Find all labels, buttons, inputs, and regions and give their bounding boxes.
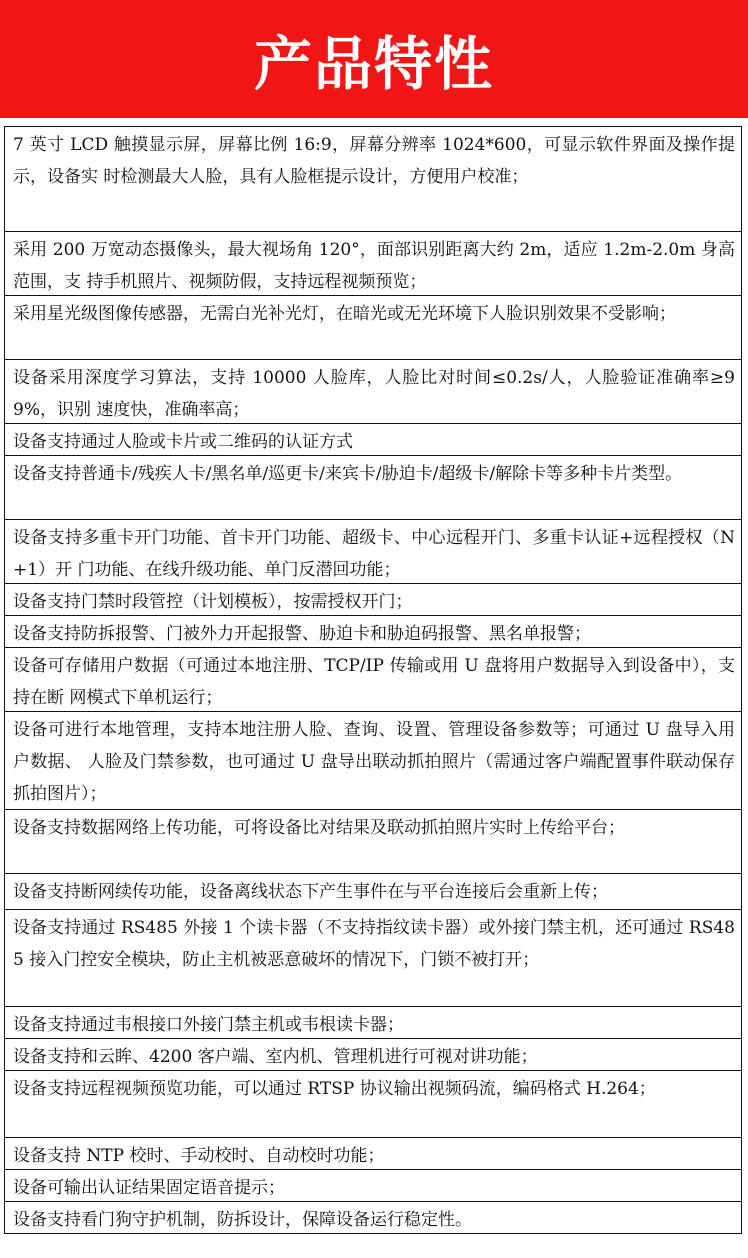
feature-row: 设备支持防拆报警、门被外力开起报警、胁迫卡和胁迫码报警、黑名单报警； [4, 616, 742, 648]
feature-row: 采用星光级图像传感器，无需白光补光灯，在暗光或无光环境下人脸识别效果不受影响； [4, 296, 742, 360]
feature-list [4, 126, 742, 1234]
feature-row: 设备支持断网续传功能，设备离线状态下产生事件在与平台连接后会重新上传； [4, 874, 742, 910]
feature-row: 设备可进行本地管理，支持本地注册人脸、查询、设置、管理设备参数等；可通过 U 盘导入用户数据、 人脸及门禁参数，也可通过 U 盘导出联动抓拍照片（需通过客户端配置事件联动保存抓拍图片）； [4, 712, 742, 810]
header-banner [0, 0, 748, 118]
feature-row: 7 英寸 LCD 触摸显示屏，屏幕比例 16:9，屏幕分辨率 1024*600，可显示软件界面及操作提示，设备实 时检测最大人脸，具有人脸框提示设计，方便用户校准； [4, 127, 742, 232]
feature-row: 设备支持通过人脸或卡片或二维码的认证方式 [4, 424, 742, 456]
feature-row: 设备可输出认证结果固定语音提示； [4, 1170, 742, 1202]
feature-row: 设备支持通过韦根接口外接门禁主机或韦根读卡器； [4, 1007, 742, 1039]
feature-row: 设备采用深度学习算法，支持 10000 人脸库，人脸比对时间≤0.2s/人，人脸验证准确率≥99%，识别 速度快，准确率高； [4, 360, 742, 424]
feature-row: 设备支持和云眸、4200 客户端、室内机、管理机进行可视对讲功能； [4, 1039, 742, 1071]
feature-row: 设备支持远程视频预览功能，可以通过 RTSP 协议输出视频码流，编码格式 H.264； [4, 1071, 742, 1138]
feature-row: 设备支持数据网络上传功能，可将设备比对结果及联动抓拍照片实时上传给平台； [4, 810, 742, 874]
page-title: 产品特性 [253, 30, 494, 98]
feature-row: 设备可存储用户数据（可通过本地注册、TCP/IP 传输或用 U 盘将用户数据导入到设备中），支持在断 网模式下单机运行； [4, 648, 742, 712]
feature-row: 设备支持看门狗守护机制，防拆设计，保障设备运行稳定性。 [4, 1202, 742, 1234]
feature-row: 设备支持通过 RS485 外接 1 个读卡器（不支持指纹读卡器）或外接门禁主机，还可通过 RS485 接入门控安全模块，防止主机被恶意破坏的情况下，门锁不被打开； [4, 910, 742, 1007]
feature-row: 采用 200 万宽动态摄像头，最大视场角 120°，面部识别距离大约 2m，适应 1.2m-2.0m 身高范围，支 持手机照片、视频防假，支持远程视频预览； [4, 232, 742, 296]
feature-row: 设备支持普通卡/残疾人卡/黑名单/巡更卡/来宾卡/胁迫卡/超级卡/解除卡等多种卡片类型。 [4, 456, 742, 520]
feature-row: 设备支持 NTP 校时、手动校时、自动校时功能； [4, 1138, 742, 1170]
feature-row: 设备支持多重卡开门功能、首卡开门功能、超级卡、中心远程开门、多重卡认证+远程授权（N+1）开 门功能、在线升级功能、单门反潜回功能； [4, 520, 742, 584]
feature-row: 设备支持门禁时段管控（计划模板），按需授权开门； [4, 584, 742, 616]
